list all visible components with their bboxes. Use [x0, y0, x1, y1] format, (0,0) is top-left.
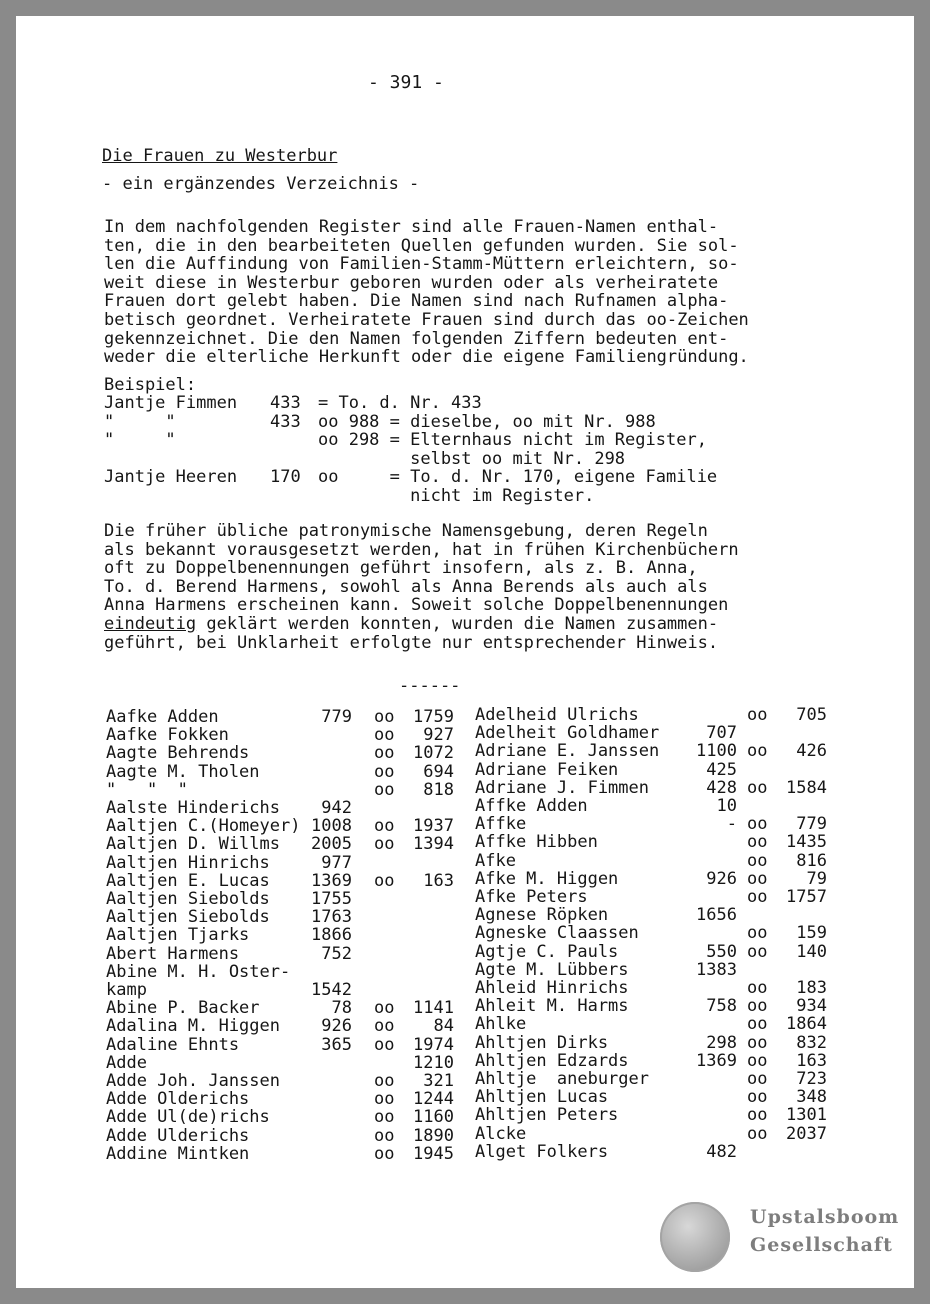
entry-origin-number: 482 — [706, 1141, 737, 1162]
entry-name: Ahltjen Lucas — [475, 1087, 609, 1108]
entry-name: " " " — [106, 779, 188, 800]
entry-name: Aafke Adden — [106, 707, 219, 727]
patronym-line: oft zu Doppelbenennungen geführt insofern, als z. B. Anna, — [104, 558, 698, 579]
example-explanation: = To. d. Nr. 433 — [318, 393, 482, 413]
entry-married-sign: oo — [747, 814, 768, 835]
entry-origin-number: 298 — [706, 1032, 737, 1053]
entry-name: Agnese Röpken — [475, 905, 609, 926]
example-explanation: nicht im Register. — [318, 485, 595, 506]
entry-origin-number: 977 — [321, 852, 352, 873]
entry-family-number: 705 — [796, 705, 827, 725]
example-explanation: oo = To. d. Nr. 170, eigene Familie — [318, 467, 718, 487]
example-explanation: oo 298 = Elternhaus nicht im Register, — [318, 430, 707, 450]
entry-name: kamp — [106, 980, 147, 1000]
entry-name: Ahltjen Dirks — [475, 1032, 609, 1053]
example-number: 433 — [270, 393, 301, 413]
entry-origin-number: 1383 — [696, 959, 737, 980]
entry-name: Aaltjen E. Lucas — [106, 870, 270, 891]
document-page — [16, 16, 914, 1288]
entry-name: Adde Ul(de)richs — [106, 1107, 270, 1128]
entry-origin-number: 707 — [706, 723, 737, 744]
entry-name: Afke Peters — [475, 887, 588, 907]
entry-name: Aaltjen Hinrichs — [106, 852, 270, 873]
entry-married-sign: oo — [747, 887, 768, 907]
entry-name: Adaline Ehnts — [106, 1034, 240, 1055]
entry-married-sign: oo — [374, 1016, 395, 1037]
entry-married-sign: oo — [747, 705, 768, 725]
entry-name: Ahleit M. Harms — [475, 996, 629, 1017]
entry-origin-number: 1542 — [311, 980, 352, 1000]
entry-married-sign: oo — [747, 777, 768, 798]
intro-line: gekennzeichnet. Die den Namen folgenden Ziffern bedeuten ent- — [104, 328, 729, 349]
entry-married-sign: oo — [747, 941, 768, 962]
intro-line: In dem nachfolgenden Register sind alle Frauen-Namen enthal- — [104, 217, 719, 237]
entry-origin-number: 1008 — [311, 816, 352, 837]
entry-origin-number: 10 — [716, 796, 737, 816]
entry-origin-number: 779 — [321, 707, 352, 727]
patronym-line — [104, 615, 824, 634]
example-name: Jantje Fimmen — [104, 393, 238, 413]
entry-name: Afke — [475, 850, 516, 871]
example-number: 433 — [270, 411, 301, 432]
entry-name: Adde Joh. Janssen — [106, 1071, 280, 1091]
example-explanation: selbst oo mit Nr. 298 — [318, 448, 626, 469]
section-title: Die Frauen zu Westerbur — [102, 146, 338, 166]
entry-name: Adriane Feiken — [475, 759, 619, 780]
entry-married-sign: oo — [747, 1105, 768, 1126]
example-explanation: oo 988 = dieselbe, oo mit Nr. 988 — [318, 411, 656, 432]
entry-name: Adriane E. Janssen — [475, 741, 660, 762]
entry-name: Aaltjen Siebolds — [106, 889, 270, 909]
entry-name: Adde Olderichs — [106, 1089, 250, 1110]
entry-family-number: 1244 — [413, 1089, 454, 1110]
entry-name: Addine Mintken — [106, 1143, 250, 1164]
seal-emblem-icon — [660, 1202, 730, 1272]
patronym-line: geführt, bei Unklarheit erfolgte nur entsprechender Hinweis. — [104, 632, 719, 653]
entry-name: Aaltjen Tjarks — [106, 925, 250, 946]
entry-married-sign: oo — [747, 1050, 768, 1071]
entry-married-sign: oo — [374, 1071, 395, 1091]
entry-married-sign: oo — [374, 743, 395, 764]
entry-family-number: 1759 — [413, 707, 454, 727]
entry-family-number: 84 — [433, 1016, 454, 1037]
entry-married-sign: oo — [374, 1107, 395, 1128]
entry-origin-number: 752 — [321, 943, 352, 964]
entry-family-number: 818 — [423, 779, 454, 800]
logo-line-2: Gesellschaft — [750, 1234, 893, 1256]
entry-name: Ahltjen Edzards — [475, 1050, 629, 1071]
entry-origin-number: 1866 — [311, 925, 352, 946]
entry-origin-number: 926 — [321, 1016, 352, 1037]
entry-name: Aaltjen D. Willms — [106, 834, 280, 855]
logo-line-1: Upstalsboom — [750, 1206, 900, 1228]
entry-married-sign: oo — [747, 832, 768, 853]
entry-family-number: 183 — [796, 978, 827, 998]
patronym-line-rest: geklärt werden konnten, wurden die Namen zusammen- — [196, 614, 719, 634]
entry-origin-number: 1100 — [696, 741, 737, 762]
entry-name: Adelheid Ulrichs — [475, 705, 639, 725]
entry-family-number: 1974 — [413, 1034, 454, 1055]
entry-origin-number: 1755 — [311, 889, 352, 909]
entry-origin-number: 1656 — [696, 905, 737, 926]
entry-married-sign: oo — [747, 978, 768, 998]
entry-married-sign: oo — [747, 1014, 768, 1035]
intro-line: len die Auffindung von Familien-Stamm-Müttern erleichtern, so- — [104, 254, 739, 275]
entry-family-number: 1584 — [786, 777, 827, 798]
entry-origin-number: 78 — [331, 998, 352, 1019]
entry-married-sign: oo — [747, 1032, 768, 1053]
entry-origin-number: 550 — [706, 941, 737, 962]
entry-married-sign: oo — [747, 1069, 768, 1089]
entry-married-sign: oo — [747, 1087, 768, 1108]
example-label: Beispiel: — [104, 375, 197, 395]
patronym-line: Die früher übliche patronymische Namensgebung, deren Regeln — [104, 521, 708, 541]
entry-married-sign: oo — [374, 725, 395, 746]
patronym-line: als bekannt vorausgesetzt werden, hat in frühen Kirchenbüchern — [104, 539, 739, 560]
example-number: 170 — [270, 467, 301, 487]
entry-name: Affke — [475, 814, 527, 835]
entry-origin-number: 428 — [706, 777, 737, 798]
entry-origin-number: 365 — [321, 1034, 352, 1055]
entry-origin-number: 1369 — [311, 870, 352, 891]
intro-line: betisch geordnet. Verheiratete Frauen sind durch das oo-Zeichen — [104, 310, 749, 330]
entry-name: Affke Adden — [475, 796, 588, 816]
entry-married-sign: oo — [374, 761, 395, 782]
entry-name: Aaltjen C.(Homeyer) — [106, 816, 301, 837]
entry-family-number: 816 — [796, 850, 827, 871]
entry-married-sign: oo — [374, 870, 395, 891]
entry-family-number: 1757 — [786, 887, 827, 907]
entry-family-number: 140 — [796, 941, 827, 962]
entry-married-sign: oo — [747, 1123, 768, 1144]
entry-family-number: 2037 — [786, 1123, 827, 1144]
entry-family-number: 1394 — [413, 834, 454, 855]
entry-name: Ahltje aneburger — [475, 1069, 649, 1089]
entry-married-sign: oo — [747, 741, 768, 762]
entry-family-number: 321 — [423, 1071, 454, 1091]
separator: ------ — [399, 676, 461, 696]
entry-married-sign: oo — [374, 1125, 395, 1146]
entry-name: Abine M. H. Oster- — [106, 961, 291, 982]
entry-family-number: 1864 — [786, 1014, 827, 1035]
example-name: " " — [104, 411, 176, 432]
example-name: " " — [104, 430, 176, 450]
entry-origin-number: - — [726, 814, 737, 835]
entry-family-number: 723 — [796, 1069, 827, 1089]
entry-name: Agtje C. Pauls — [475, 941, 619, 962]
entry-origin-number: 926 — [706, 868, 737, 889]
entry-family-number: 1210 — [413, 1052, 454, 1073]
entry-origin-number: 2005 — [311, 834, 352, 855]
entry-family-number: 163 — [423, 870, 454, 891]
intro-line: ten, die in den bearbeiteten Quellen gefunden wurden. Sie sol- — [104, 235, 739, 256]
entry-family-number: 832 — [796, 1032, 827, 1053]
entry-origin-number: 942 — [321, 798, 352, 818]
entry-name: Alget Folkers — [475, 1141, 609, 1162]
entry-name: Agte M. Lübbers — [475, 959, 629, 980]
entry-married-sign: oo — [747, 923, 768, 944]
entry-married-sign: oo — [374, 998, 395, 1019]
intro-line: Frauen dort gelebt haben. Die Namen sind nach Rufnamen alpha- — [104, 291, 729, 312]
entry-married-sign: oo — [374, 707, 395, 727]
patronym-line: To. d. Berend Harmens, sowohl als Anna Berends als auch als — [104, 576, 708, 597]
entry-married-sign: oo — [374, 1089, 395, 1110]
entry-family-number: 1945 — [413, 1143, 454, 1164]
entry-name: Aagte M. Tholen — [106, 761, 260, 782]
entry-name: Affke Hibben — [475, 832, 598, 853]
section-subtitle: - ein ergänzendes Verzeichnis - — [102, 174, 420, 194]
entry-name: Aafke Fokken — [106, 725, 229, 746]
entry-name: Abine P. Backer — [106, 998, 260, 1019]
entry-name: Adriane J. Fimmen — [475, 777, 649, 798]
entry-family-number: 1301 — [786, 1105, 827, 1126]
entry-married-sign: oo — [374, 816, 395, 837]
entry-name: Adalina M. Higgen — [106, 1016, 280, 1037]
entry-family-number: 1937 — [413, 816, 454, 837]
entry-family-number: 1072 — [413, 743, 454, 764]
entry-name: Aalste Hinderichs — [106, 798, 280, 818]
example-name: Jantje Heeren — [104, 467, 238, 487]
entry-name: Ahltjen Peters — [475, 1105, 619, 1126]
intro-line: weder die elterliche Herkunft oder die eigene Familiengründung. — [104, 347, 749, 368]
emphasis-word: eindeutig — [104, 614, 197, 634]
entry-origin-number: 425 — [706, 759, 737, 780]
entry-family-number: 694 — [423, 761, 454, 782]
entry-married-sign: oo — [747, 996, 768, 1017]
society-logo — [660, 1198, 916, 1276]
entry-family-number: 927 — [423, 725, 454, 746]
entry-married-sign: oo — [374, 779, 395, 800]
entry-family-number: 1141 — [413, 998, 454, 1019]
intro-line: weit diese in Westerbur geboren wurden oder als verheiratete — [104, 272, 719, 293]
entry-family-number: 934 — [796, 996, 827, 1017]
entry-married-sign: oo — [747, 850, 768, 871]
entry-name: Ahlke — [475, 1014, 527, 1035]
entry-name: Aagte Behrends — [106, 743, 250, 764]
entry-married-sign: oo — [374, 834, 395, 855]
entry-name: Adde — [106, 1052, 147, 1073]
entry-married-sign: oo — [374, 1034, 395, 1055]
entry-family-number: 79 — [806, 868, 827, 889]
entry-family-number: 159 — [796, 923, 827, 944]
entry-name: Aaltjen Siebolds — [106, 907, 270, 928]
entry-name: Abert Harmens — [106, 943, 240, 964]
entry-name: Ahleid Hinrichs — [475, 978, 629, 998]
page-number: - 391 - — [368, 72, 444, 93]
entry-family-number: 1160 — [413, 1107, 454, 1128]
entry-family-number: 1435 — [786, 832, 827, 853]
entry-married-sign: oo — [747, 868, 768, 889]
entry-name: Adde Ulderichs — [106, 1125, 250, 1146]
entry-family-number: 1890 — [413, 1125, 454, 1146]
entry-name: Adelheit Goldhamer — [475, 723, 660, 744]
entry-family-number: 348 — [796, 1087, 827, 1108]
entry-family-number: 426 — [796, 741, 827, 762]
entry-origin-number: 758 — [706, 996, 737, 1017]
entry-married-sign: oo — [374, 1143, 395, 1164]
entry-family-number: 163 — [796, 1050, 827, 1071]
entry-name: Afke M. Higgen — [475, 868, 619, 889]
patronym-line: Anna Harmens erscheinen kann. Soweit solche Doppelbenennungen — [104, 595, 729, 616]
entry-origin-number: 1369 — [696, 1050, 737, 1071]
entry-name: Agneske Claassen — [475, 923, 639, 944]
entry-family-number: 779 — [796, 814, 827, 835]
entry-origin-number: 1763 — [311, 907, 352, 928]
entry-name: Alcke — [475, 1123, 527, 1144]
